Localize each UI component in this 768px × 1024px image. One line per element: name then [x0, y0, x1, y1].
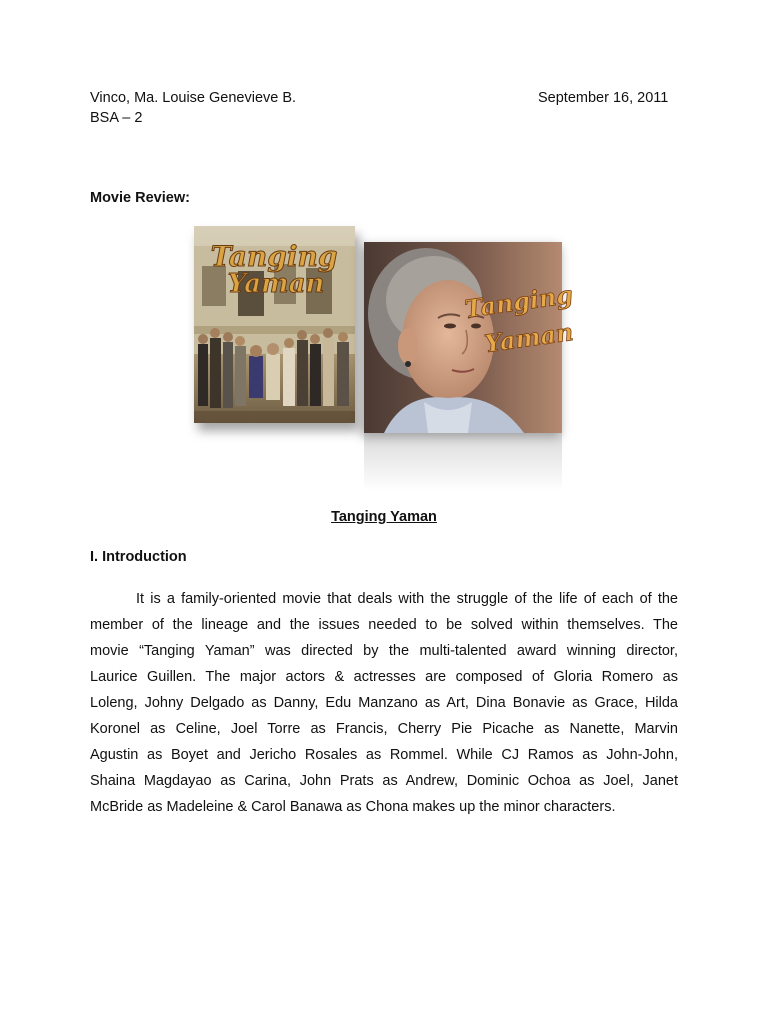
left-poster-title-1: Tanging — [210, 240, 338, 273]
intro-heading: I. Introduction — [90, 549, 187, 565]
paragraph-line: Laurice Guillen. The major actors & actresses are composed of Gloria Romero as — [90, 669, 678, 685]
date-label: September 16, 2011 — [538, 90, 669, 106]
section-label: Movie Review: — [90, 190, 190, 206]
movie-title: Tanging Yaman — [331, 509, 437, 525]
paragraph-line: McBride as Madeleine & Carol Banawa as Chona makes up the minor characters. — [90, 799, 616, 815]
movie-poster-group — [194, 226, 355, 423]
movie-poster-portrait — [364, 242, 576, 433]
paragraph-line: member of the lineage and the issues needed to be solved within themselves. The — [90, 617, 678, 633]
paragraph-line: Agustin as Boyet and Jericho Rosales as Rommel. While CJ Ramos as John-John, — [90, 747, 678, 763]
intro-paragraph — [90, 586, 678, 820]
paragraph-line: Loleng, Johny Delgado as Danny, Edu Manzano as Art, Dina Bonavie as Grace, Hilda — [90, 695, 678, 711]
left-poster-title-2: Yaman — [227, 269, 325, 299]
paragraph-line: Shaina Magdayao as Carina, John Prats as Andrew, Dominic Ochoa as Joel, Janet — [90, 773, 678, 789]
poster-reflection — [364, 433, 562, 491]
paragraph-line: movie “Tanging Yaman” was directed by the multi-talented award winning director, — [90, 643, 678, 659]
right-poster-title-2: Yaman — [482, 317, 576, 359]
course-label: BSA – 2 — [90, 110, 143, 126]
paragraph-line: Koronel as Celine, Joel Torre as Francis, Cherry Pie Picache as Nanette, Marvin — [90, 721, 678, 737]
right-poster-title-1: Tanging — [462, 279, 575, 324]
paragraph-line: It is a family-oriented movie that deals with the struggle of the life of each of the — [136, 591, 678, 607]
author-name: Vinco, Ma. Louise Genevieve B. — [90, 90, 297, 106]
